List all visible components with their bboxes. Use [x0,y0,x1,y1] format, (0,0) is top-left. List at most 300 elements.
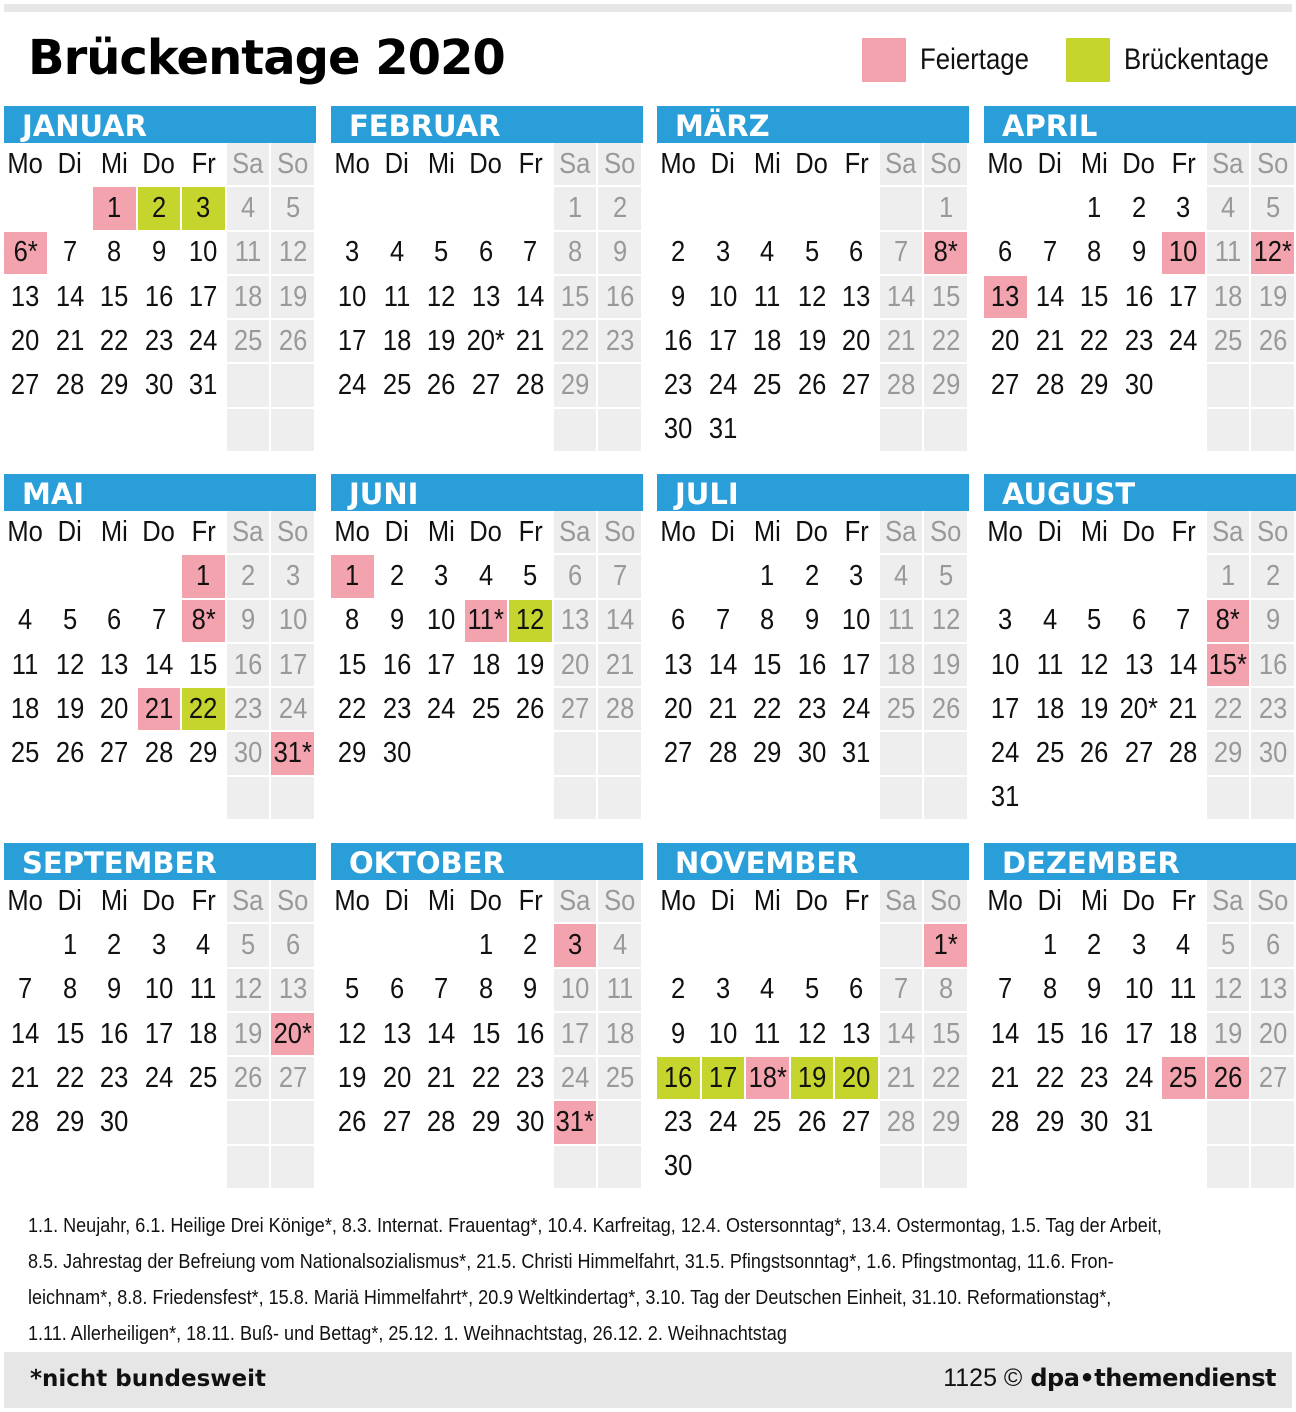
day-cell: 20* [465,320,510,364]
day-cell: 17 [702,320,747,364]
day-cell: 23 [138,320,183,364]
day-cell: 26 [791,364,836,408]
month-days [657,143,969,453]
day-cell: 12 [1073,644,1118,688]
weekday-label: Do [791,143,836,187]
empty-cell [1207,364,1252,408]
weekday-label: Do [791,880,836,924]
weekday-label: Mo [657,880,702,924]
month-header: JUNI [331,474,643,511]
empty-cell [880,409,925,453]
empty-cell [4,1146,49,1190]
empty-cell [138,409,183,453]
day-cell: 28 [420,1101,465,1145]
empty-cell [4,409,49,453]
day-cell: 17 [182,276,227,320]
empty-cell [657,555,702,599]
day-cell: 22 [331,688,376,732]
day-cell: 14 [598,600,643,644]
empty-cell [376,924,421,968]
weekday-label: Di [1029,143,1074,187]
top-rule [4,4,1292,12]
day-cell: 24 [984,732,1029,776]
empty-cell [984,187,1029,231]
day-cell: 15 [924,276,969,320]
day-cell: 28 [49,364,94,408]
day-cell: 31 [835,732,880,776]
weekday-label: Mo [331,511,376,555]
day-cell: 27 [835,1101,880,1145]
day-cell: 17 [1162,276,1207,320]
day-cell: 10 [702,276,747,320]
notes-line: 1.11. Allerheiligen*, 18.11. Buß- und Bettag*, 25.12. 1. Weihnachtstag, 26.12. 2. Weihnachtstag [28,1322,787,1345]
weekday-label: Do [791,511,836,555]
weekday-label: Mi [420,880,465,924]
day-cell: 30 [509,1101,554,1145]
weekday-label: So [1251,511,1296,555]
day-cell: 5 [924,555,969,599]
day-cell: 13 [835,276,880,320]
empty-cell [984,924,1029,968]
day-cell: 25 [182,1057,227,1101]
weekday-label: Di [376,880,421,924]
day-cell: 26 [791,1101,836,1145]
weekday-label: Do [465,143,510,187]
footnote: *nicht bundesweit [30,1366,266,1392]
day-cell: 28 [702,732,747,776]
day-cell: 31* [271,732,316,776]
month-header: MÄRZ [657,106,969,143]
day-cell: 27 [4,364,49,408]
day-cell: 21 [1162,688,1207,732]
day-cell: 7 [509,232,554,276]
day-cell: 29 [182,732,227,776]
empty-cell [93,409,138,453]
weekday-label: So [271,880,316,924]
day-cell: 3 [1162,187,1207,231]
empty-cell [746,924,791,968]
empty-cell [271,409,316,453]
day-cell: 28 [984,1101,1029,1145]
day-cell: 4 [182,924,227,968]
day-cell: 29 [49,1101,94,1145]
day-cell: 8* [1207,600,1252,644]
day-cell: 9 [598,232,643,276]
day-cell: 13 [835,1013,880,1057]
day-cell: 27 [984,364,1029,408]
day-cell: 15 [331,644,376,688]
day-cell: 28 [598,688,643,732]
weekday-label: Do [465,511,510,555]
empty-cell [509,409,554,453]
day-cell: 12 [1207,969,1252,1013]
weekday-label: Mi [746,511,791,555]
empty-cell [746,1146,791,1190]
day-cell: 16 [376,644,421,688]
day-cell: 26 [1073,732,1118,776]
day-cell: 2 [1073,924,1118,968]
day-cell: 9 [1118,232,1163,276]
day-cell: 27 [1251,1057,1296,1101]
day-cell: 30 [657,409,702,453]
weekday-label: Mi [1073,143,1118,187]
day-cell: 5 [791,232,836,276]
empty-cell [598,1101,643,1145]
day-cell: 22 [924,320,969,364]
day-cell: 15 [1029,1013,1074,1057]
day-cell: 18 [1029,688,1074,732]
day-cell: 13 [657,644,702,688]
empty-cell [271,1101,316,1145]
day-cell: 15 [465,1013,510,1057]
empty-cell [331,777,376,821]
empty-cell [331,409,376,453]
day-cell: 11 [182,969,227,1013]
day-cell: 19 [1251,276,1296,320]
day-cell: 10 [420,600,465,644]
day-cell: 3 [420,555,465,599]
day-cell: 4 [227,187,272,231]
weekday-label: Sa [227,511,272,555]
day-cell: 24 [271,688,316,732]
day-cell: 15 [746,644,791,688]
day-cell: 17 [331,320,376,364]
empty-cell [1251,364,1296,408]
day-cell: 20 [376,1057,421,1101]
day-cell: 18 [598,1013,643,1057]
day-cell: 21 [4,1057,49,1101]
empty-cell [1118,1146,1163,1190]
day-cell: 18 [746,320,791,364]
day-cell: 6 [984,232,1029,276]
empty-cell [420,777,465,821]
notes-line: 8.5. Jahrestag der Befreiung vom Nationalsozialismus*, 21.5. Christi Himmelfahrt, 31.5. Pfingstsonntag*, 1.6. Pfingstmontag, 11.6. Fron- [28,1250,1114,1273]
empty-cell [746,187,791,231]
empty-cell [182,409,227,453]
weekday-label: Fr [835,511,880,555]
day-cell: 21 [49,320,94,364]
day-cell: 13 [93,644,138,688]
day-cell: 13 [554,600,599,644]
day-cell: 29 [1073,364,1118,408]
day-cell: 12 [271,232,316,276]
empty-cell [835,777,880,821]
month-days [331,511,643,821]
day-cell: 28 [4,1101,49,1145]
empty-cell [509,187,554,231]
day-cell: 27 [93,732,138,776]
empty-cell [791,187,836,231]
empty-cell [791,777,836,821]
day-cell: 23 [227,688,272,732]
empty-cell [880,777,925,821]
empty-cell [465,777,510,821]
empty-cell [1162,777,1207,821]
day-cell: 11 [227,232,272,276]
empty-cell [49,777,94,821]
day-cell: 14 [880,1013,925,1057]
day-cell: 6 [835,969,880,1013]
day-cell: 13 [465,276,510,320]
day-cell: 5 [1207,924,1252,968]
empty-cell [984,555,1029,599]
empty-cell [271,1146,316,1190]
day-cell: 4 [4,600,49,644]
day-cell: 20 [4,320,49,364]
day-cell: 17 [984,688,1029,732]
empty-cell [880,1146,925,1190]
day-cell: 12 [420,276,465,320]
empty-cell [657,924,702,968]
day-cell: 30 [1073,1101,1118,1145]
day-cell: 1* [924,924,969,968]
empty-cell [880,924,925,968]
day-cell: 30 [791,732,836,776]
empty-cell [702,187,747,231]
empty-cell [1073,555,1118,599]
month-days [657,880,969,1190]
weekday-label: Do [138,143,183,187]
empty-cell [1251,409,1296,453]
day-cell: 19 [791,320,836,364]
weekday-label: Di [702,143,747,187]
day-cell: 14 [138,644,183,688]
empty-cell [746,777,791,821]
day-cell: 30 [138,364,183,408]
day-cell: 28 [1029,364,1074,408]
day-cell: 27 [465,364,510,408]
day-cell: 5 [420,232,465,276]
day-cell: 25 [1207,320,1252,364]
day-cell: 25 [465,688,510,732]
month-header: SEPTEMBER [4,843,316,880]
day-cell: 26 [1251,320,1296,364]
day-cell: 23 [1118,320,1163,364]
month-april [984,106,1296,459]
month-november [657,843,969,1196]
empty-cell [702,1146,747,1190]
empty-cell [420,1146,465,1190]
day-cell: 30 [376,732,421,776]
day-cell: 6 [554,555,599,599]
day-cell: 31* [554,1101,599,1145]
day-cell: 25 [746,364,791,408]
day-cell: 23 [1251,688,1296,732]
day-cell: 1 [554,187,599,231]
weekday-label: So [924,880,969,924]
day-cell: 19 [1207,1013,1252,1057]
month-days [984,143,1296,453]
day-cell: 7 [4,969,49,1013]
empty-cell [880,187,925,231]
empty-cell [554,777,599,821]
day-cell: 1 [93,187,138,231]
day-cell: 6 [657,600,702,644]
day-cell: 27 [657,732,702,776]
weekday-label: Sa [554,143,599,187]
empty-cell [702,924,747,968]
empty-cell [1073,1146,1118,1190]
day-cell: 11 [746,1013,791,1057]
day-cell: 16 [657,320,702,364]
empty-cell [1073,409,1118,453]
day-cell: 22 [1207,688,1252,732]
weekday-label: Do [465,880,510,924]
month-header: JANUAR [4,106,316,143]
day-cell: 23 [376,688,421,732]
day-cell: 8 [746,600,791,644]
day-cell: 12* [1251,232,1296,276]
empty-cell [331,924,376,968]
day-cell: 20 [657,688,702,732]
day-cell: 10 [331,276,376,320]
legend-swatch-feiertage [862,38,906,82]
weekday-label: Sa [227,880,272,924]
day-cell: 18 [4,688,49,732]
day-cell: 5 [271,187,316,231]
empty-cell [1251,1101,1296,1145]
day-cell: 20* [1118,688,1163,732]
day-cell: 4 [1162,924,1207,968]
day-cell: 4 [598,924,643,968]
empty-cell [93,777,138,821]
day-cell: 3 [702,969,747,1013]
month-header: NOVEMBER [657,843,969,880]
day-cell: 8* [924,232,969,276]
legend-label-brueckentage: Brückentage [1124,43,1269,76]
day-cell: 24 [835,688,880,732]
empty-cell [598,732,643,776]
day-cell: 10 [1162,232,1207,276]
weekday-label: So [1251,880,1296,924]
weekday-label: Sa [1207,143,1252,187]
empty-cell [420,732,465,776]
empty-cell [924,777,969,821]
day-cell: 1 [331,555,376,599]
credit-number: 1125 © [943,1364,1023,1392]
day-cell: 19 [271,276,316,320]
day-cell: 28 [138,732,183,776]
day-cell: 30 [1118,364,1163,408]
day-cell: 15* [1207,644,1252,688]
day-cell: 8 [331,600,376,644]
weekday-label: Fr [835,880,880,924]
day-cell: 6 [271,924,316,968]
weekday-label: Mo [984,143,1029,187]
weekday-label: Mo [331,880,376,924]
day-cell: 29 [1207,732,1252,776]
day-cell: 7 [880,232,925,276]
day-cell: 27 [835,364,880,408]
day-cell: 1 [1029,924,1074,968]
empty-cell [227,777,272,821]
weekday-label: So [1251,143,1296,187]
day-cell: 3 [984,600,1029,644]
day-cell: 19 [924,644,969,688]
day-cell: 3 [271,555,316,599]
empty-cell [4,555,49,599]
empty-cell [746,409,791,453]
day-cell: 31 [182,364,227,408]
weekday-label: Mo [4,880,49,924]
day-cell: 16 [1118,276,1163,320]
day-cell: 17 [835,644,880,688]
day-cell: 8 [924,969,969,1013]
day-cell: 29 [746,732,791,776]
day-cell: 26 [924,688,969,732]
weekday-label: Di [376,143,421,187]
day-cell: 9 [376,600,421,644]
day-cell: 28 [1162,732,1207,776]
day-cell: 21 [880,320,925,364]
empty-cell [1029,409,1074,453]
weekday-label: Di [1029,511,1074,555]
weekday-label: Do [138,511,183,555]
empty-cell [1251,777,1296,821]
day-cell: 9 [791,600,836,644]
day-cell: 17 [554,1013,599,1057]
empty-cell [598,364,643,408]
day-cell: 13 [984,276,1029,320]
weekday-label: So [598,880,643,924]
day-cell: 28 [509,364,554,408]
empty-cell [984,1146,1029,1190]
day-cell: 17 [1118,1013,1163,1057]
month-februar [331,106,643,459]
day-cell: 2 [227,555,272,599]
day-cell: 25 [1162,1057,1207,1101]
day-cell: 19 [49,688,94,732]
month-header: APRIL [984,106,1296,143]
empty-cell [465,732,510,776]
weekday-label: Sa [227,143,272,187]
day-cell: 12 [791,276,836,320]
day-cell: 12 [924,600,969,644]
day-cell: 1 [746,555,791,599]
day-cell: 21 [702,688,747,732]
weekday-label: So [924,143,969,187]
day-cell: 2 [376,555,421,599]
empty-cell [227,409,272,453]
day-cell: 1 [924,187,969,231]
weekday-label: Mi [420,511,465,555]
day-cell: 30 [227,732,272,776]
month-juli [657,474,969,827]
day-cell: 5 [227,924,272,968]
day-cell: 29 [924,1101,969,1145]
empty-cell [182,777,227,821]
day-cell: 21 [138,688,183,732]
day-cell: 10 [1118,969,1163,1013]
day-cell: 21 [509,320,554,364]
empty-cell [271,364,316,408]
empty-cell [1207,1146,1252,1190]
day-cell: 11 [376,276,421,320]
empty-cell [465,187,510,231]
weekday-label: Do [1118,880,1163,924]
month-märz [657,106,969,459]
day-cell: 1 [182,555,227,599]
day-cell: 11 [746,276,791,320]
weekday-label: Mo [4,511,49,555]
day-cell: 5 [509,555,554,599]
empty-cell [49,187,94,231]
weekday-label: Sa [880,143,925,187]
empty-cell [924,732,969,776]
day-cell: 6 [93,600,138,644]
day-cell: 17 [271,644,316,688]
day-cell: 4 [376,232,421,276]
